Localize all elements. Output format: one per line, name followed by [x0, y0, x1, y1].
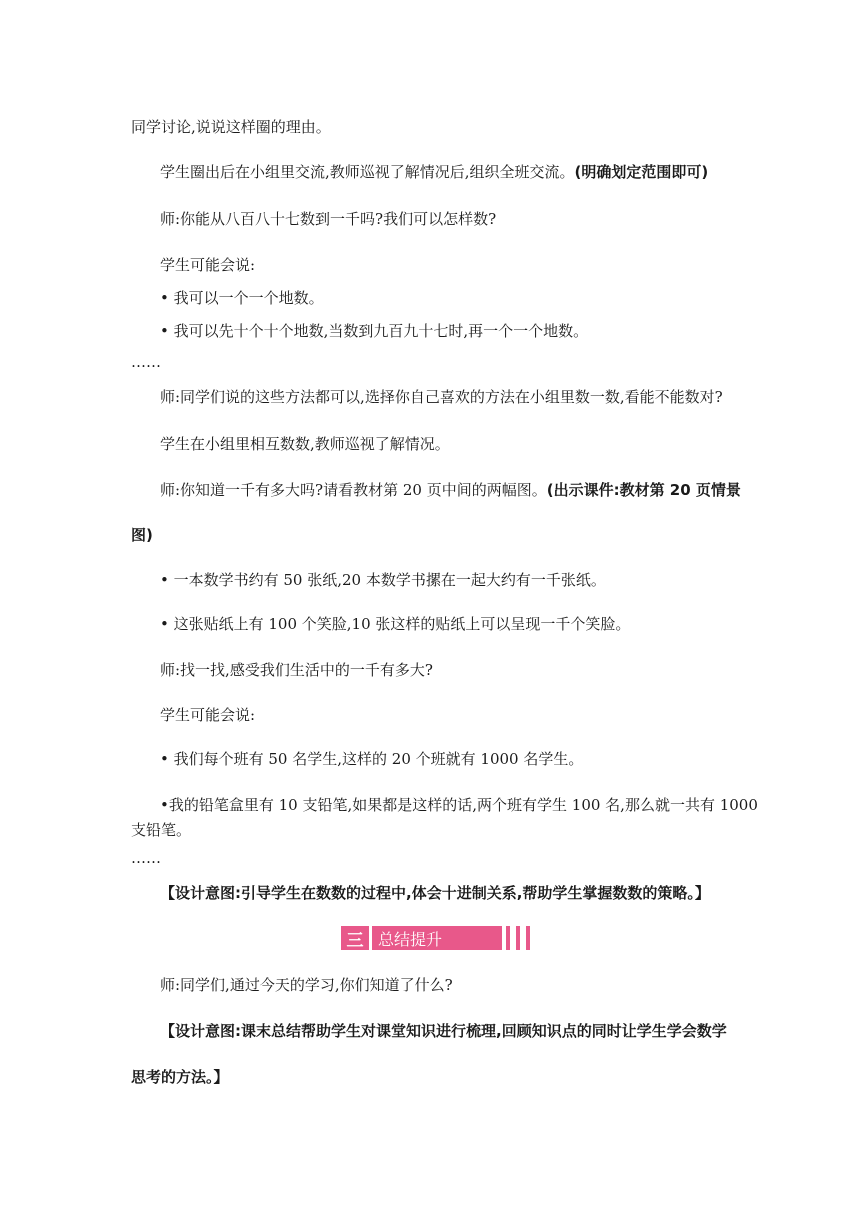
bullet-item: • 我们每个班有 50 名学生,这样的 20 个班就有 1000 名学生。	[160, 750, 584, 768]
bullet-item: • 我可以一个一个地数。	[160, 289, 324, 307]
section-title: 总结提升	[372, 926, 502, 950]
bullet-item: • 这张贴纸上有 100 个笑脸,10 张这样的贴纸上可以呈现一千个笑脸。	[160, 615, 631, 633]
paragraph-text: 师:你知道一千有多大吗?请看教材第 20 页中间的两幅图。	[160, 481, 547, 499]
design-intent: 思考的方法。】	[131, 1068, 229, 1086]
paragraph-line: 支铅笔。	[131, 821, 192, 839]
paragraph-line: 学生可能会说:	[160, 256, 256, 274]
bullet-item: • 一本数学书约有 50 张纸,20 本数学书摞在一起大约有一千张纸。	[160, 571, 606, 589]
paragraph-line: 师:同学们,通过今天的学习,你们知道了什么?	[160, 976, 453, 994]
section-banner	[341, 926, 551, 950]
paragraph-text: 学生圈出后在小组里交流,教师巡视了解情况后,组织全班交流。	[160, 163, 575, 181]
note-text: 图)	[131, 526, 153, 544]
paragraph-line: 同学讨论,说说这样圈的理由。	[131, 118, 331, 136]
design-intent: 【设计意图:课末总结帮助学生对课堂知识进行梳理,回顾知识点的同时让学生学会数学	[160, 1022, 727, 1040]
paragraph-line: 师:找一找,感受我们生活中的一千有多大?	[160, 661, 433, 679]
paragraph-line: 学生可能会说:	[160, 706, 256, 724]
paragraph-line	[131, 526, 153, 544]
bullet-item: •我的铅笔盒里有 10 支铅笔,如果都是这样的话,两个班有学生 100 名,那么就一共有 1000	[160, 796, 758, 814]
banner-decoration	[506, 926, 536, 950]
ellipsis: ……	[131, 849, 161, 867]
paragraph-line	[160, 481, 741, 499]
ellipsis: ……	[131, 353, 161, 371]
paragraph-line: 学生在小组里相互数数,教师巡视了解情况。	[160, 435, 450, 453]
paragraph-line: 师:同学们说的这些方法都可以,选择你自己喜欢的方法在小组里数一数,看能不能数对?	[160, 388, 723, 406]
note-text: (明确划定范围即可)	[574, 163, 709, 181]
design-intent: 【设计意图:引导学生在数数的过程中,体会十进制关系,帮助学生掌握数数的策略。】	[160, 884, 710, 902]
note-text: (出示课件:教材第 20 页情景	[546, 481, 741, 499]
section-number: 三	[341, 926, 372, 950]
bullet-item: • 我可以先十个十个地数,当数到九百九十七时,再一个一个地数。	[160, 322, 589, 340]
paragraph-line: 师:你能从八百八十七数到一千吗?我们可以怎样数?	[160, 210, 497, 228]
paragraph-line	[160, 163, 708, 181]
